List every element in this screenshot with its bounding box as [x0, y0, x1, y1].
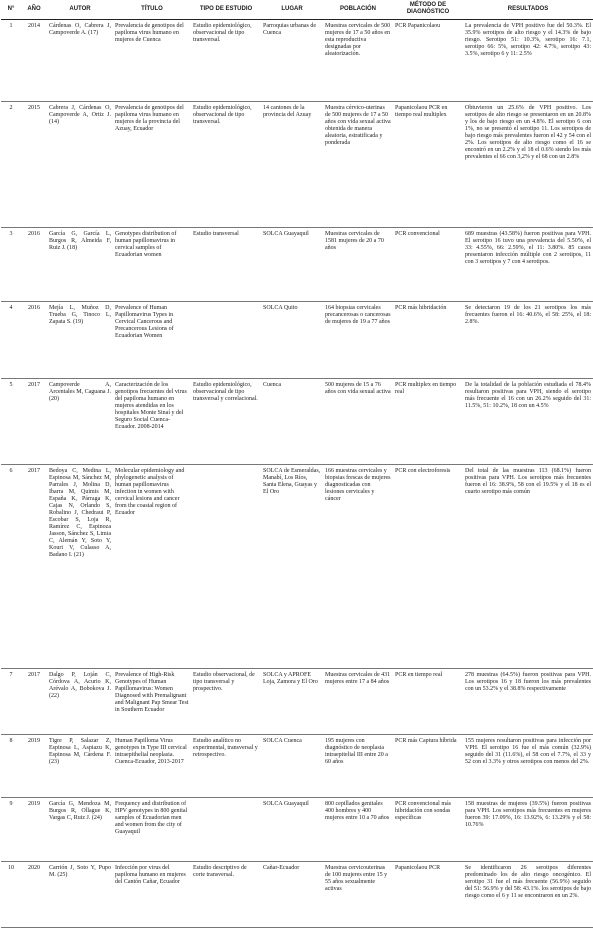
cell-population: 166 muestras cervicales y biopsias frescas de mujeres diagnosticadas con lesiones cervicales y cáncer: [323, 465, 393, 669]
cell-results: 155 mujeres resultaron positivas para infección por VPH. El serotipo 16 fue el más común (32.9%) seguido del 31 (11.6%), el 58 con el 7.7%, el 33 y 52 con el 3.3% y otros serotipos con menos del 2%.: [463, 735, 593, 798]
cell-num: 2: [1, 102, 21, 228]
cell-results: Se detectaron 19 de los 21 serotipos los más frecuentes fueron el 16: 40.6%, el 58: 25%, el 18: 2.8%.: [463, 302, 593, 379]
cell-study-type: Estudio analítico no experimental, transversal y retrospectivo.: [191, 735, 261, 798]
cell-study-type: Estudio descriptivo de corte transversal.: [191, 862, 261, 928]
cell-method: PCR multiplex en tiempo real: [393, 379, 463, 465]
cell-results: Se identificaron 26 serotipos diferentes predominado los de alto riesgo oncogénico. El serotipo 31 fue el más frecuente (56.9%) seguido del 51: 56.9% y del 58: 43.1%. los serotipos de bajo riesgo como el 6 y 11 se encontraron en un 2%.: [463, 862, 593, 928]
cell-year: 2014: [21, 20, 47, 102]
cell-study-type: Estudio epidemiológico, observacional de tipo transversal.: [191, 102, 261, 228]
cell-num: 10: [1, 862, 21, 928]
cell-place: SOLCA Guayaquil: [261, 228, 323, 302]
studies-table: [1, 0, 593, 928]
cell-place: SOLCA de Esmeraldas, Manabí, Los Ríos, Santa Elena, Guayas y El Oro: [261, 465, 323, 669]
table-row: [1, 20, 593, 102]
header-method: MÉTODO DE DIAGNÓSTICO: [393, 0, 463, 20]
table-row: [1, 669, 593, 735]
cell-author: Campoverde A, Arcentales M, Caguana J. (20): [47, 379, 113, 465]
cell-place: Cañar-Ecuador: [261, 862, 323, 928]
cell-num: 9: [1, 798, 21, 862]
cell-population: Muestras cervicales de 500 mujeres de 17 a 50 años en esta reproductiva designadas por aleatorización.: [323, 20, 393, 102]
cell-num: 4: [1, 302, 21, 379]
cell-title: Genotypes distribution of human papillomavirus in cervical samples of Ecuadorian women: [113, 228, 191, 302]
table-row: [1, 228, 593, 302]
cell-population: Muestras cervicales de 431 mujeres entre 17 a 84 años: [323, 669, 393, 735]
table-row: [1, 735, 593, 798]
header-study-type: TIPO DE ESTUDIO: [191, 0, 261, 20]
cell-title: Molecular epidemiology and phylogenetic analysis of human papillomavirus infection in women with cervical lesions and cancer from the coastal region of Ecuador: [113, 465, 191, 669]
cell-place: SOLCA Quito: [261, 302, 323, 379]
header-author: AUTOR: [47, 0, 113, 20]
header-year: AÑO: [21, 0, 47, 20]
cell-population: 164 biopsias cervicales precancerosas o cancerosas de mujeres de 19 a 77 años: [323, 302, 393, 379]
cell-method: PCR más Captura híbrida: [393, 735, 463, 798]
cell-author: Carrión J, Soto Y, Pupo M. (25): [47, 862, 113, 928]
cell-place: SOLCA y APROFE Loja, Zamora y El Oro: [261, 669, 323, 735]
cell-place: Cuenca: [261, 379, 323, 465]
cell-year: 2019: [21, 798, 47, 862]
cell-place: SOLCA Guayaquil: [261, 798, 323, 862]
cell-author: García G, García L, Burgos R, Almeida F, Ruiz J. (18): [47, 228, 113, 302]
table-row: [1, 465, 593, 669]
cell-title: Infección por virus del papiloma humano en mujeres del Cantón Cañar, Ecuador: [113, 862, 191, 928]
table-row: [1, 302, 593, 379]
cell-title: Prevalencia de genotipos del papiloma virus humano en mujeres de la provincia del Azuay, Ecuador: [113, 102, 191, 228]
cell-population: Muestras cervicales de 1581 mujeres de 20 a 70 años: [323, 228, 393, 302]
cell-num: 6: [1, 465, 21, 669]
cell-results: 689 muestras (43.58%) fueron positivas para VPH. El serotipo 16 tuvo una prevalencia del 5.50%, el 33: 4.55%, 66: 2.59%, el 11: 3.80%. 85 casos presentaron infección múltiple con 2 serotipos, 11 con 3 serotipos y 7 con 4 serotipos.: [463, 228, 593, 302]
table-row: [1, 379, 593, 465]
cell-population: Muestras cervicouterinas de 100 mujeres entre 15 y 55 años sexualmente activas: [323, 862, 393, 928]
cell-study-type: [191, 465, 261, 669]
cell-year: 2020: [21, 862, 47, 928]
cell-place: SOLCA Cuenca: [261, 735, 323, 798]
cell-method: PCR convencional: [393, 228, 463, 302]
cell-population: 800 cepillados genitales 400 hombres y 400 mujeres entre 10 a 70 años: [323, 798, 393, 862]
cell-title: Frequency and distribution of HPV genotypes in 800 genital samples of Ecuadorian men and women from the city of Guayaquil: [113, 798, 191, 862]
cell-method: PCR en tiempo real: [393, 669, 463, 735]
header-place: LUGAR: [261, 0, 323, 20]
cell-results: La prevalencia de VPH positivo fue del 50.3%. El 35.9% serotipos de alto riesgo y el 14.3% de bajo riesgo. Serotipo 51: 10.3%, serotipo 16: 7.1, serotipo 66: 5%, serotipo 42: 4.7%, serotipo 43: 3.5%, serotipo 6 y 11: 2.5%: [463, 20, 593, 102]
cell-author: Bedoya C, Medina L, Espinosa M, Sánchez M, Parrales J, Molina D, Ibarra M, Quimis M, España K, Párraga K, Cajas N, Orlando S, Robalino J, Chedraui P, Escobar S, Loja R, Ramírez C, Espinoza Jasson, Sánchez S, Limia C, Alemán Y, Soto Y, Kouri V, Culasso A, Badano I. (21): [47, 465, 113, 669]
header-population: POBLACIÓN: [323, 0, 393, 20]
cell-method: Papanicolaou PCR: [393, 862, 463, 928]
cell-num: 7: [1, 669, 21, 735]
cell-year: 2015: [21, 102, 47, 228]
cell-study-type: Estudio epidemiológico, observacional de tipo transversal.: [191, 20, 261, 102]
header-row: [1, 0, 593, 20]
cell-author: Cárdenas O, Cabrera J, Campoverde A. (17): [47, 20, 113, 102]
cell-results: 158 muestras de mujeres (39.5%) fueron positivas para VPH. Los serotipos más frecuentes en mujeres fueron 39: 17.09%, 16: 13.92%, 6: 13.29% y el 58: 10.76%: [463, 798, 593, 862]
cell-study-type: Estudio observacional, de tipo transversal y prospectivo.: [191, 669, 261, 735]
cell-population: Muestra cérvico-uterinas de 500 mujeres de 17 a 50 años con vida sexual activa obtenida de manera aleatoria, estratificada y ponderada: [323, 102, 393, 228]
cell-year: 2019: [21, 735, 47, 798]
cell-study-type: [191, 798, 261, 862]
header-title: TÍTULO: [113, 0, 191, 20]
cell-results: De la totalidad de la población estudiada el 78.4% resultaron positivas para VPH, siendo el serotipo más frecuente el 16 con un 26.2% seguido del 31: 11.5%, 51: 10.2%, 18 con un 4.5%: [463, 379, 593, 465]
cell-population: 195 mujeres con diagnóstico de neoplasia intraepitelial III entre 20 a 60 años: [323, 735, 393, 798]
cell-results: 278 muestras (64.5%) fueron positivas para VPH. Los serotipos 16 y 18 fueron los más prevalentes con un 53.2% y el 38.8% respectivamente: [463, 669, 593, 735]
cell-place: Parroquias urbanas de Cuenca: [261, 20, 323, 102]
cell-num: 3: [1, 228, 21, 302]
cell-study-type: Estudio epidemiológico, observacional de tipo transversal y correlacional.: [191, 379, 261, 465]
cell-method: PCR con electroforesis: [393, 465, 463, 669]
table-row: [1, 102, 593, 228]
cell-author: Tigre P, Salazar Z, Espinosa L, Aspiazu K, Espinosa M, Cárdena F. (23): [47, 735, 113, 798]
table-row: [1, 862, 593, 928]
cell-year: 2017: [21, 669, 47, 735]
cell-title: Prevalence of High-Risk Genotypes of Human Papillomavirus: Women Diagnosed with Premalignant and Malignant Pap Smear Test in Southern Ecuador: [113, 669, 191, 735]
table-row: [1, 798, 593, 862]
cell-title: Prevalence of Human Papillomavirus Types in Cervical Cancerous and Precancerous Lesions of Ecuadorian Women: [113, 302, 191, 379]
cell-study-type: [191, 302, 261, 379]
cell-method: PCR convencional más hibridación con sondas específicas: [393, 798, 463, 862]
cell-population: 500 mujeres de 15 a 76 años con vida sexual activa: [323, 379, 393, 465]
cell-title: Caracterización de los genotipos frecuentes del virus del papiloma humano en mujeres atendidas en los hospitales Monte Sinaí y del Seguro Social Cuenca-Ecuador. 2008-2014: [113, 379, 191, 465]
cell-year: 2017: [21, 379, 47, 465]
header-num: N°: [1, 0, 21, 20]
cell-author: Dalgo P, Loján C, Córdova A, Acurio K, Arévalo A, Bobokova J. (22): [47, 669, 113, 735]
cell-year: 2016: [21, 302, 47, 379]
cell-method: PCR más hibridación: [393, 302, 463, 379]
cell-year: 2016: [21, 228, 47, 302]
cell-num: 8: [1, 735, 21, 798]
cell-title: Prevalencia de genotipos del papiloma virus humano en mujeres de Cuenca: [113, 20, 191, 102]
cell-author: García G, Mendoza M, Burgos R, Ollague K, Vargas C, Ruiz J. (24): [47, 798, 113, 862]
header-results: RESULTADOS: [463, 0, 593, 20]
cell-year: 2017: [21, 465, 47, 669]
cell-title: Human Papilloma Virus genotypes in Type III cervical intraepithelial neoplasia. Cuenca-Ecuador, 2013-2017: [113, 735, 191, 798]
cell-author: Cabrera J, Cárdenas O, Campoverde A, Ortiz J. (14): [47, 102, 113, 228]
cell-method: Papanicolaou PCR en tiempo real multiplex: [393, 102, 463, 228]
cell-method: PCR Papanicolaou: [393, 20, 463, 102]
cell-place: 14 cantones de la provincia del Azuay: [261, 102, 323, 228]
cell-num: 5: [1, 379, 21, 465]
cell-author: Mejía L, Muñoz D, Trueba G, Tinoco L, Zapata S. (19): [47, 302, 113, 379]
cell-study-type: Estudio transversal: [191, 228, 261, 302]
cell-results: Obtuvieron un 25.6% de VPH positivo. Los serotipos de alto riesgo se presentaron en un 20.8% y los de bajo riesgo en un 4.8%. El serotipo 6 con 1%, no se presentó el serotipo 11. Los serotipos de bajo riesgo más prevalentes fueron el 42 y 54 con el 2%. Los serotipos de alto riesgo como el 16 se encontró en un 2.2% y el 18 el 0.6% siendo los más prevalentes el 66 con 3,2% y el 68 con un 2.8%: [463, 102, 593, 228]
cell-num: 1: [1, 20, 21, 102]
cell-results: Del total de las muestras 113 (68.1%) fueron positivas para VPH. Los serotipos más frecuentes fueron el 16: 38.9%, 58 con el 19.5% y el 18 es el cuarto serotipo más común: [463, 465, 593, 669]
